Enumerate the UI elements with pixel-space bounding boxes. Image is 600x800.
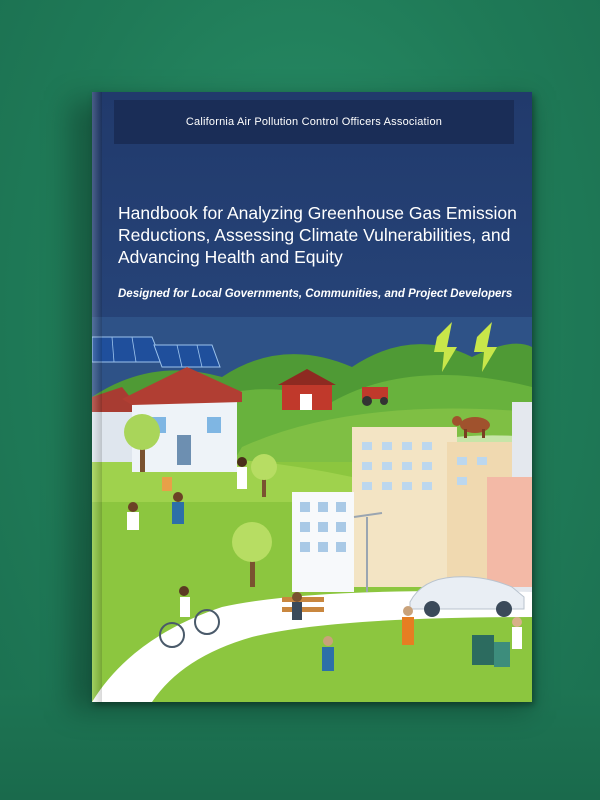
cover-illustration [92,317,532,702]
cover-subtitle: Designed for Local Governments, Communities, and Project Developers [118,288,513,300]
cover-title: Handbook for Analyzing Greenhouse Gas Emission Reductions, Assessing Climate Vulnerabilities, and Advancing Health and Equity [118,203,517,267]
book-spine [92,92,102,702]
organization-banner [114,100,514,144]
book-cover [92,92,532,702]
organization-name: California Air Pollution Control Officers Association [185,116,443,128]
